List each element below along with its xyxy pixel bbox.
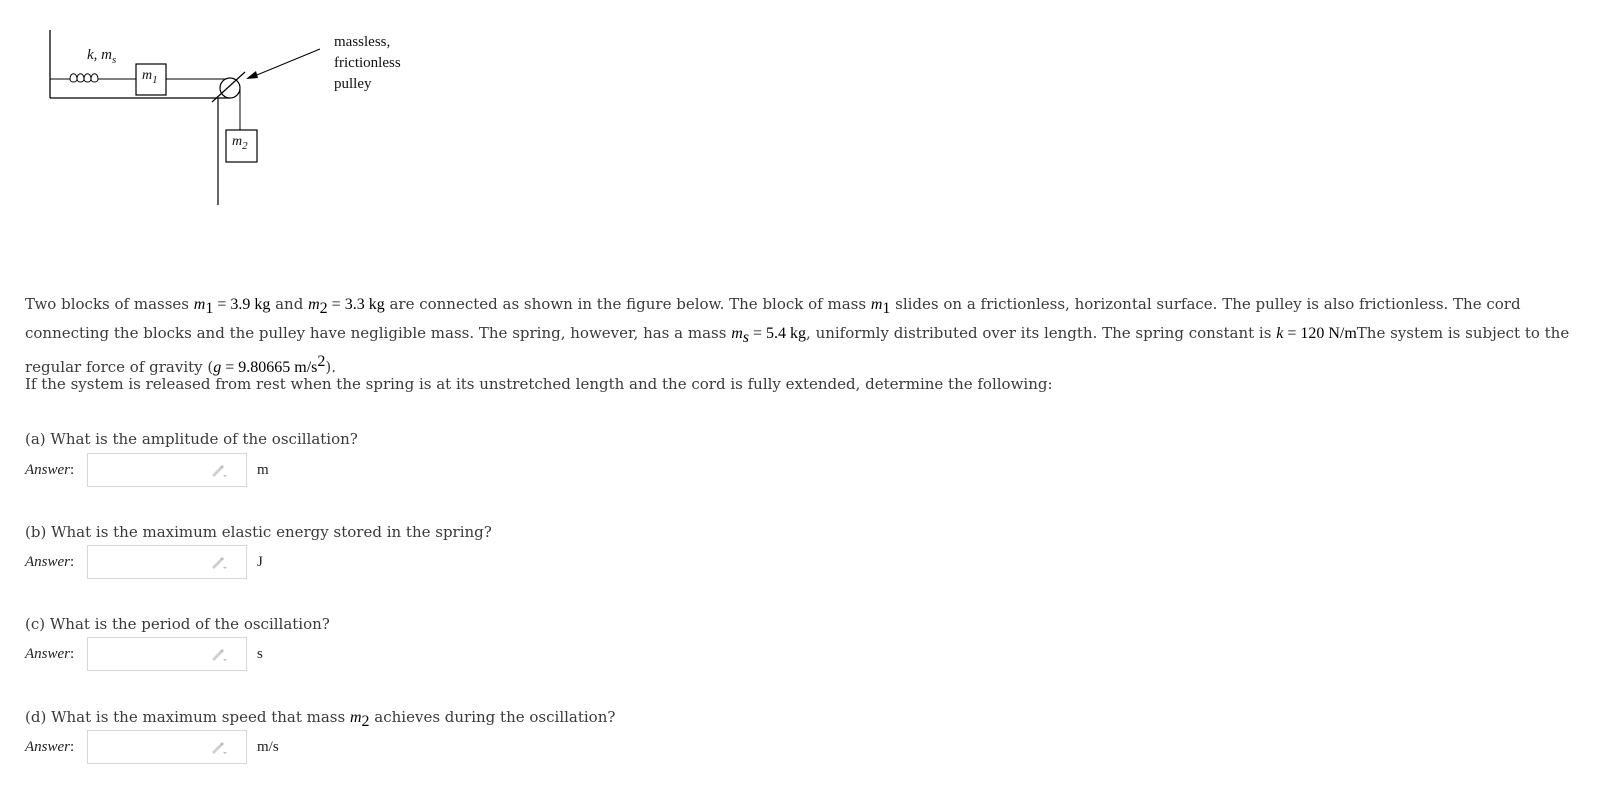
pulley-note-line: frictionless	[334, 55, 401, 71]
question-b: (b) What is the maximum elastic energy stored in the spring?	[25, 523, 492, 541]
answer-label: Answer:	[25, 645, 75, 662]
answer-label: Answer:	[25, 461, 75, 478]
unit-label: m	[257, 461, 269, 478]
unit-label: J	[257, 553, 263, 570]
pulley-note	[334, 32, 401, 95]
pencil-icon[interactable]	[210, 647, 230, 663]
answer-row-d	[25, 729, 279, 765]
question-d: (d) What is the maximum speed that mass $m_2$ achieves during the oscillation?	[25, 708, 616, 730]
question-a: (a) What is the amplitude of the oscillation?	[25, 430, 358, 448]
question-c: (c) What is the period of the oscillation?	[25, 615, 330, 633]
m1-label: $m_1$	[142, 68, 158, 86]
instructions: If the system is released from rest when the spring is at its unstretched length and the cord is fully extended, determine the following:	[25, 375, 1053, 393]
answer-input-c[interactable]	[87, 637, 247, 671]
pencil-icon[interactable]	[210, 740, 230, 756]
pulley-note-line: massless,	[334, 34, 391, 50]
answer-label: Answer:	[25, 553, 75, 570]
answer-input-d[interactable]	[87, 730, 247, 764]
answer-input-b[interactable]	[87, 545, 247, 579]
unit-label: m/s	[257, 738, 279, 755]
answer-label: Answer:	[25, 738, 75, 755]
problem-statement: Two blocks of masses $m_1 = 3.9$ kg and $m_2 = 3.3$ kg are connected as shown in the figure below. The block of mass $m_1$ slides on a frictionless, horizontal surface. The pulley is also frictionless. The cord connecting the blocks and the pulley have negligible mass. The spring, however, has a mass $m_s = 5.4$ kg, uniformly distributed over its length. The spring constant is k = 120 N/mThe system is subject to the regular force of gravity (g = 9.80665 $m/s^2$).	[25, 295, 1570, 376]
answer-input-a[interactable]	[87, 453, 247, 487]
answer-row-b	[25, 544, 263, 580]
unit-label: s	[257, 645, 263, 662]
answer-row-c	[25, 636, 263, 672]
physics-figure	[40, 22, 440, 217]
pencil-icon[interactable]	[210, 463, 230, 479]
pencil-icon[interactable]	[210, 555, 230, 571]
m2-label: $m_2$	[232, 134, 248, 152]
spring-label: k, $m_s$	[87, 47, 117, 66]
pulley-note-line: pulley	[334, 76, 372, 92]
answer-row-a	[25, 452, 269, 488]
